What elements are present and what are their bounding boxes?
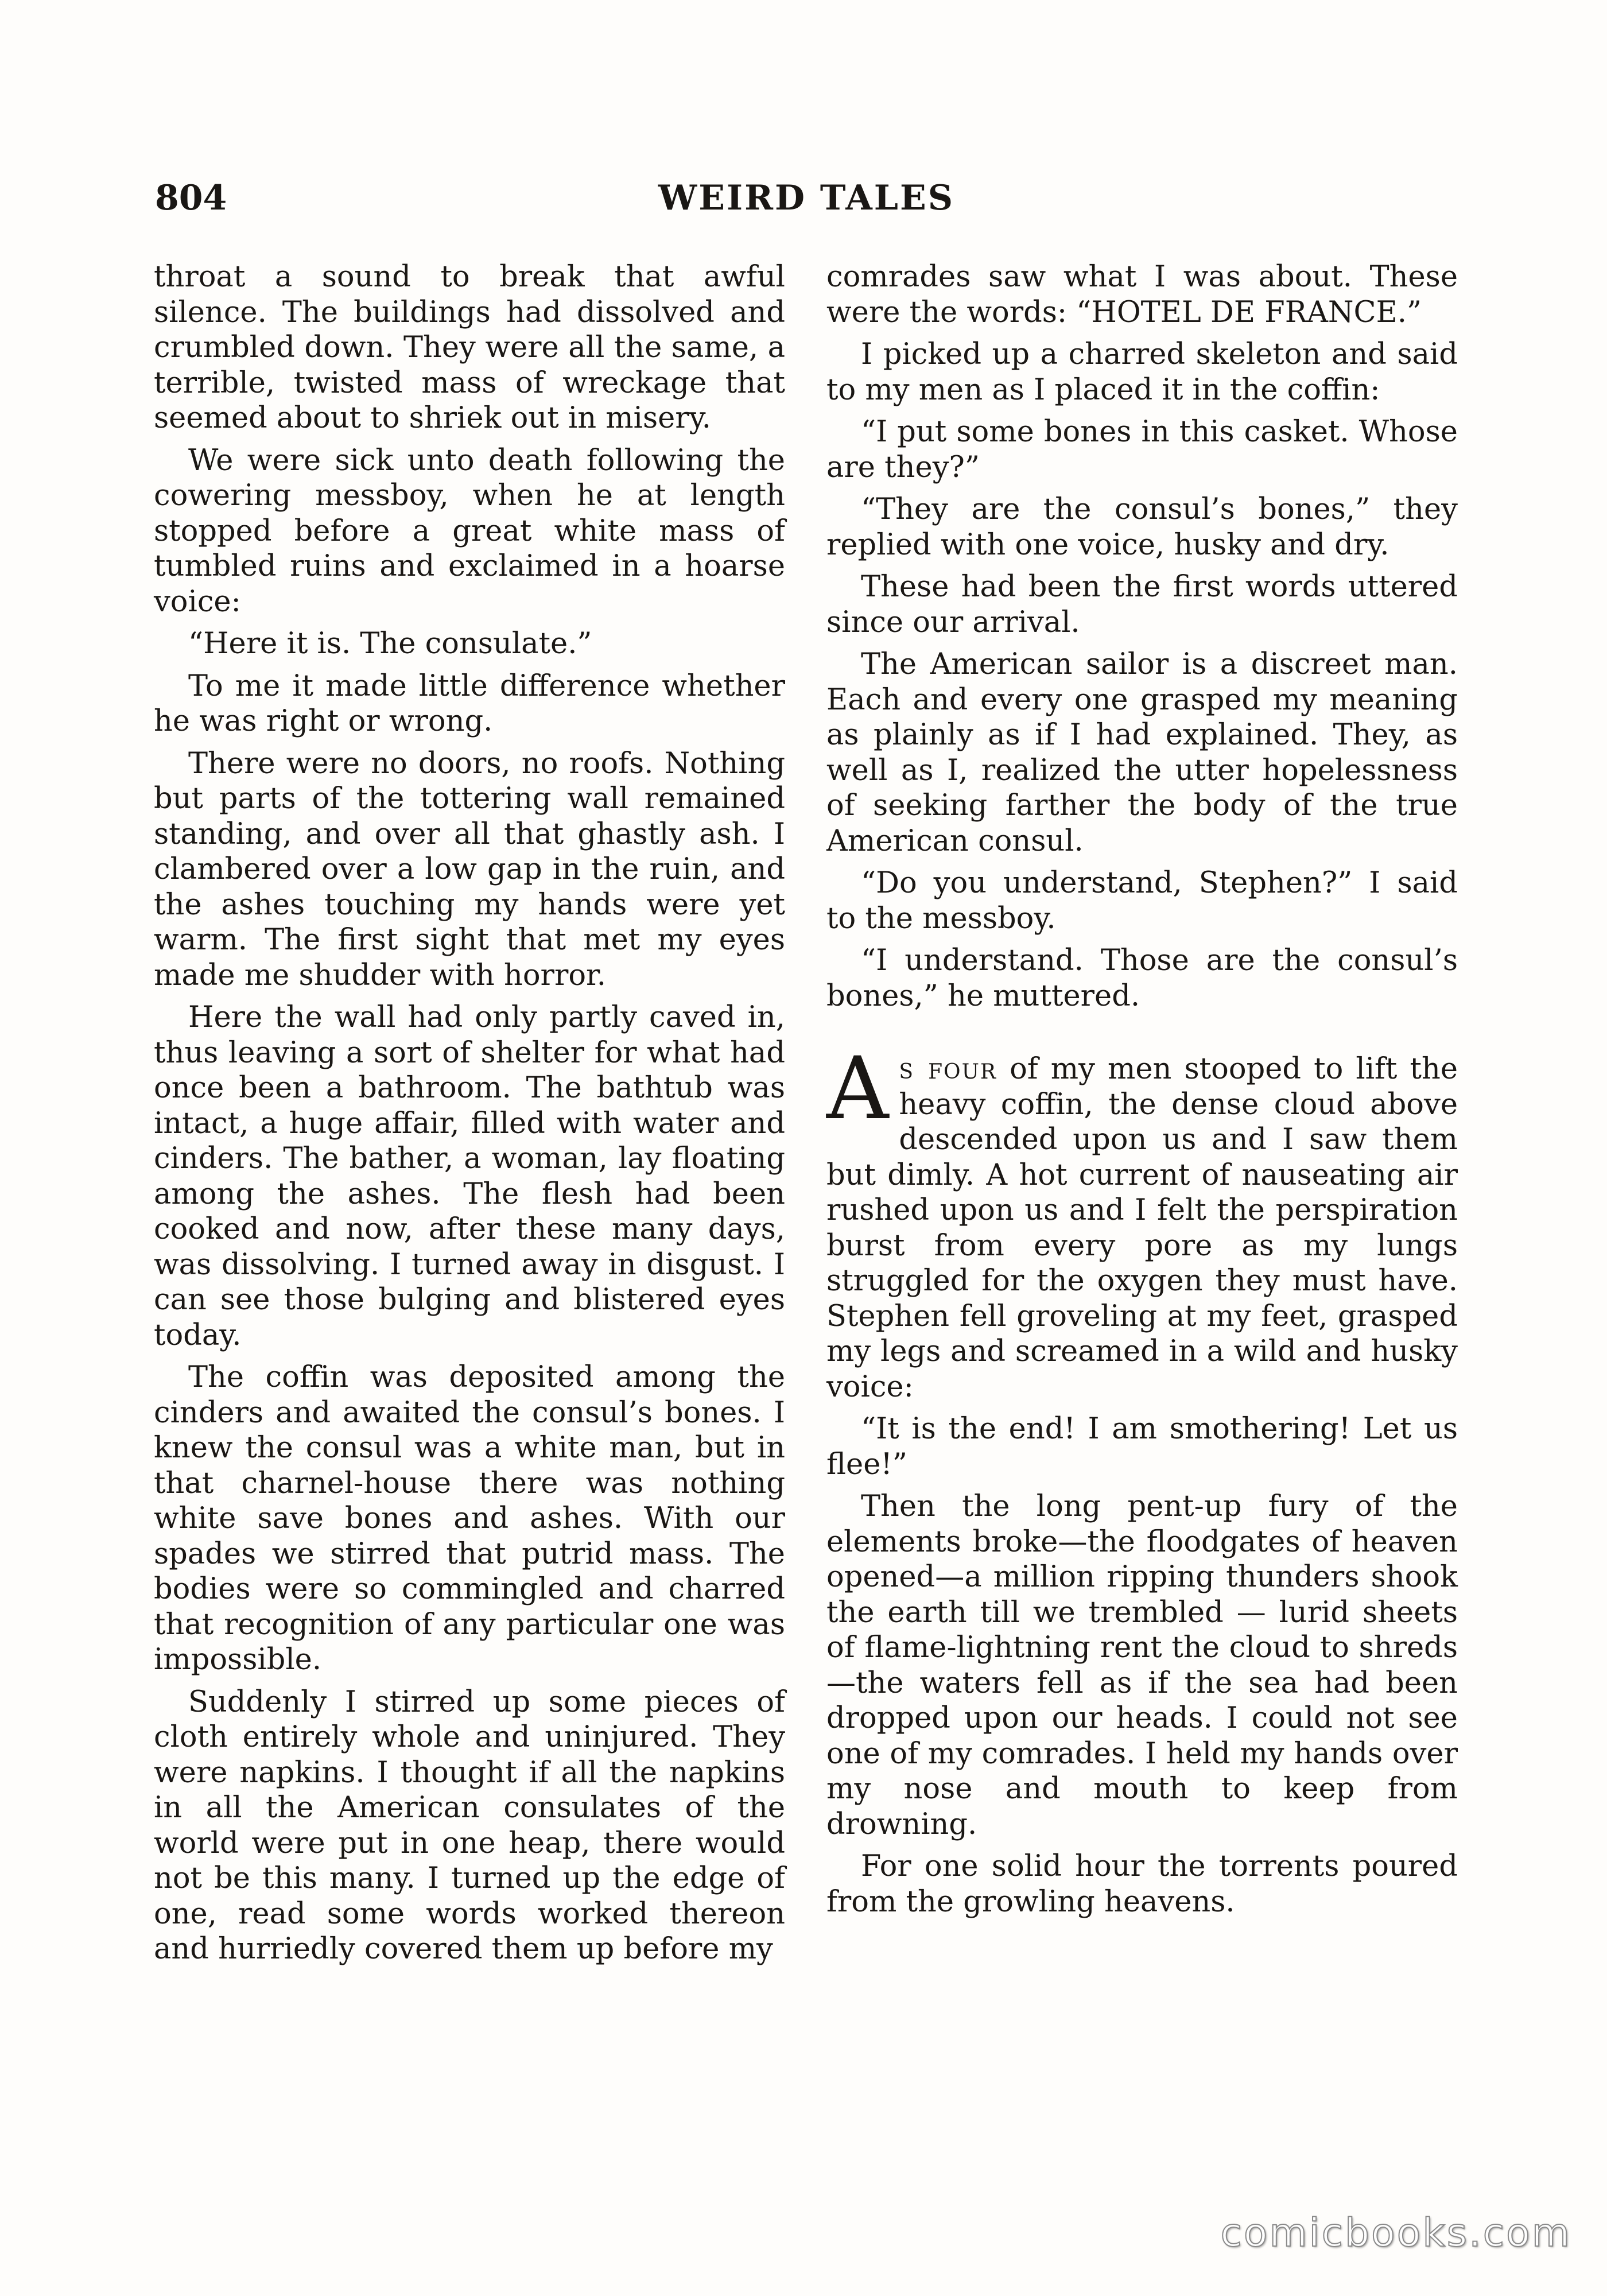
paragraph: To me it made little difference whether he was right or wrong. — [154, 669, 785, 738]
paragraph: We were sick unto death following the cowering messboy, when he at length stopped before a great white mass of tumbled ruins and exclaimed in a hoarse voice: — [154, 443, 785, 619]
paragraph: These had been the first words uttered since our arrival. — [826, 570, 1458, 639]
page-number: 804 — [155, 178, 227, 218]
paragraph: For one solid hour the torrents poured from the growling heavens. — [826, 1849, 1458, 1919]
drop-cap: A — [826, 1039, 889, 1139]
paragraph: “Here it is. The consulate.” — [188, 627, 592, 661]
paragraph: The coffin was deposited among the cinders and awaited the consul’s bones. I knew the consul was a white man, but in that charnel-house there was nothing white save bones and ashes. With our spades we stirred that putrid mass. The bodies were so commingled and charred that recognition of any particular one was impossible. — [154, 1360, 785, 1677]
small-caps-lead: s four — [899, 1052, 997, 1086]
watermark: comicbooks.com — [1220, 2210, 1571, 2256]
left-column — [154, 259, 785, 1974]
running-title: WEIRD TALES — [658, 178, 955, 218]
paragraph: throat a sound to break that awful silence. The buildings had dissolved and crumbled down. They were all the same, a terrible, twisted mass of wreckage that seemed about to shriek out in misery. — [154, 260, 785, 435]
paragraph: Then the long pent-up fury of the elements broke—the floodgates of heaven opened—a million ripping thunders shook the earth till we trembled — lurid sheets of flame-lightning rent the cloud to shreds—the waters fell as if the sea had been dropped upon our heads. I could not see one of my comrades. I held my hands over my nose and mouth to keep from drowning. — [826, 1490, 1458, 1841]
drop-cap-paragraph — [826, 1039, 1458, 1405]
section-break — [826, 1021, 1458, 1052]
paragraph: comrades saw what I was about. These were the words: “HOTEL DE FRANCE.” — [826, 260, 1458, 329]
page-header — [155, 172, 1458, 224]
paragraph: “It is the end! I am smothering! Let us flee!” — [826, 1412, 1458, 1481]
paragraph: I picked up a charred skeleton and said to my men as I placed it in the coffin: — [826, 338, 1458, 407]
right-column — [826, 259, 1458, 1926]
paragraph-text: of my men stooped to lift the heavy coffin, the dense cloud above descended upon us and I saw them but dimly. A hot current of nauseating air rushed upon us and I felt the perspiration burst from every pore as my lungs struggled for the oxygen they must have. Stephen fell groveling at my feet, grasped my legs and screamed in a wild and husky voice: — [826, 1052, 1458, 1404]
paragraph: “Do you understand, Stephen?” I said to the messboy. — [826, 866, 1458, 936]
paragraph: “I understand. Those are the consul’s bones,” he muttered. — [826, 944, 1458, 1013]
paragraph: “I put some bones in this casket. Whose are they?” — [826, 415, 1458, 484]
paragraph: Suddenly I stirred up some pieces of cloth entirely whole and uninjured. They were napkins. I thought if all the napkins in all the American consulates of the world were put in one heap, there would not be this many. I turned up the edge of one, read some words worked thereon and hurriedly covered them up before my — [154, 1685, 785, 1966]
paragraph: “They are the consul’s bones,” they replied with one voice, husky and dry. — [826, 492, 1458, 562]
paragraph: Here the wall had only partly caved in, thus leaving a sort of shelter for what had once been a bathroom. The bathtub was intact, a huge affair, filled with water and cinders. The bather, a woman, lay floating among the ashes. The flesh had been cooked and now, after these many days, was dissolving. I turned away in disgust. I can see those bulging and blistered eyes today. — [154, 1000, 785, 1352]
paragraph: The American sailor is a discreet man. Each and every one grasped my meaning as plainly as if I had explained. They, as well as I, realized the utter hopelessness of seeking farther the body of the true American consul. — [826, 647, 1458, 858]
paragraph: There were no doors, no roofs. Nothing but parts of the tottering wall remained standing, and over all that ghastly ash. I clambered over a low gap in the ruin, and the ashes touching my hands were yet warm. The first sight that met my eyes made me shudder with horror. — [154, 746, 785, 992]
